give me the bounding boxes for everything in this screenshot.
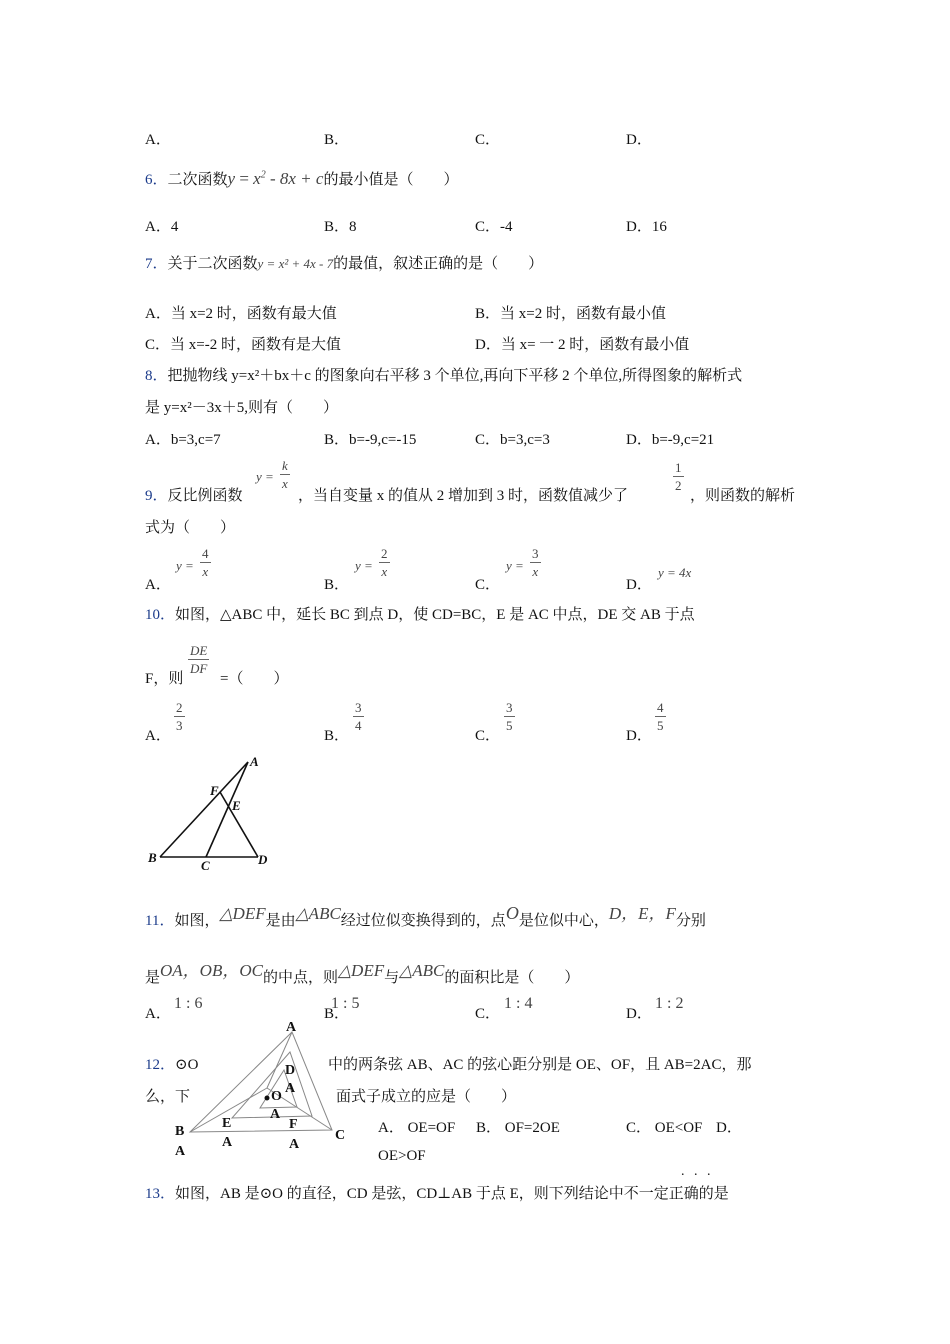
- q13-stem: 13．如图，AB 是⊙O 的直径，CD 是弦，CD⊥AB 于点 E，则下列结论中不一定正确的是: [145, 1186, 729, 1202]
- q13-number: 13．: [145, 1186, 176, 1202]
- q11-option-a-value: 1 : 6: [174, 995, 203, 1012]
- q9-stem-line2: 式为（ ）: [145, 520, 236, 536]
- q9-option-b-y: y =: [355, 558, 373, 573]
- q12-stem-l2-post: 面式子成立的应是（ ）: [336, 1089, 517, 1105]
- q6-equation: $y = x^2 - 8x + c$: [227, 169, 324, 188]
- q8-stem-line2: 是 y=x²－3x＋5,则有（ ）: [145, 400, 338, 416]
- q9-option-c: C．: [475, 577, 501, 593]
- q9-option-d-eq: y = 4x: [658, 565, 692, 580]
- q11-stem-line1: 11．如图，△DEF是由△ABC经过位似变换得到的，点O是位似中心，D，E，F分别: [145, 903, 706, 929]
- q8-option-c: C．b=3,c=3: [475, 432, 550, 448]
- q10-label-a: A: [250, 754, 259, 769]
- q11-option-a: A．: [145, 1006, 171, 1022]
- q9-option-d: D．: [626, 577, 652, 593]
- q11-center-o: O: [505, 903, 519, 923]
- q7-option-d: D．当 x= 一 2 时，函数有最小值: [475, 337, 690, 353]
- q12-label-a-f: A: [289, 1137, 300, 1152]
- q10-label-e: E: [232, 798, 241, 813]
- q10-triangle-figure: [140, 750, 280, 875]
- q12-label-a-mid: A: [285, 1081, 296, 1096]
- q12-stem-pre: 12．⊙O: [145, 1057, 199, 1073]
- q9-eq-fraction: k x: [282, 458, 288, 491]
- q5-option-c: C．: [475, 132, 501, 148]
- q11-stem-line2: 是OA，OB，OC的中点，则△DEF与△ABC的面积比是（ ）: [145, 961, 580, 986]
- q11-option-d-value: 1 : 2: [655, 995, 684, 1012]
- q12-stem-line1: 中的两条弦 AB、AC 的弦心距分别是 OE、OF，且 AB=2AC，那: [328, 1057, 752, 1073]
- q10-option-b: B．: [324, 728, 350, 744]
- q10-ratio-fraction: DE DF: [190, 643, 208, 676]
- q5-option-d: D．: [626, 132, 652, 148]
- q11-option-c-value: 1 : 4: [504, 995, 533, 1012]
- q12-option-d: D．: [716, 1120, 742, 1136]
- q13-emphasis-dots: . . .: [681, 1164, 714, 1179]
- q12-triangle-figure: [172, 1018, 352, 1160]
- q5-option-a: A．: [145, 132, 171, 148]
- q11-points: D，E，F: [608, 904, 676, 923]
- q6-stem: 6．二次函数$y = x^2 - 8x + c$的最小值是（ ）: [145, 169, 459, 188]
- q10-option-a: A．: [145, 728, 171, 744]
- q10-stem-post: =（ ）: [220, 671, 289, 687]
- q11-option-d: D．: [626, 1006, 652, 1022]
- q7-option-a: A．当 x=2 时，函数有最大值: [145, 306, 337, 322]
- q9-option-b-fraction: 2 x: [381, 546, 388, 579]
- q12-option-b: B． OF=2OE: [476, 1120, 560, 1136]
- q11-triangle-def: △DEF: [219, 904, 266, 923]
- q12-label-d: D: [285, 1063, 296, 1078]
- q9-option-c-y: y =: [506, 558, 524, 573]
- q10-number: 10．: [145, 607, 176, 623]
- q11-option-c: C．: [475, 1006, 501, 1022]
- q12-option-c: C． OE<OF: [626, 1120, 703, 1136]
- q12-label-e: E: [222, 1116, 232, 1131]
- q11-option-b: B．: [324, 1006, 350, 1022]
- q12-label-c: C: [335, 1128, 346, 1143]
- q6-option-b: B．8: [324, 219, 357, 235]
- q7-number: 7．: [145, 256, 168, 272]
- q6-option-d: D．16: [626, 219, 667, 235]
- q8-number: 8．: [145, 368, 168, 384]
- q10-option-c-fraction: 3 5: [506, 700, 513, 733]
- q8-option-d: D．b=-9,c=21: [626, 432, 715, 448]
- q12-label-a-inner: A: [270, 1107, 281, 1122]
- q9-option-c-fraction: 3 x: [532, 546, 539, 579]
- q6-option-c: C．-4: [475, 219, 513, 235]
- q5-option-b: B．: [324, 132, 350, 148]
- q9-option-a: A．: [145, 577, 171, 593]
- q10-label-d: D: [258, 852, 268, 867]
- q12-label-a-e: A: [222, 1135, 233, 1150]
- q11-segments: OA，OB，OC: [160, 961, 263, 980]
- q12-label-o: O: [271, 1089, 282, 1104]
- q10-label-f: F: [210, 783, 219, 798]
- q7-option-b: B．当 x=2 时，函数有最小值: [475, 306, 666, 322]
- q10-option-b-fraction: 3 4: [355, 700, 362, 733]
- q12-label-b: B: [175, 1124, 185, 1139]
- q7-stem: 7．关于二次函数y = x² + 4x - 7的最值，叙述正确的是（ ）: [145, 256, 544, 272]
- q6-option-a: A．4: [145, 219, 179, 235]
- q7-equation: y = x² + 4x - 7: [257, 256, 334, 271]
- q12-stem-l2-pre: 么，下: [145, 1089, 191, 1105]
- q11-option-b-value: 1 : 5: [331, 995, 360, 1012]
- q12-label-a-b: A: [175, 1144, 186, 1159]
- q10-option-c: C．: [475, 728, 501, 744]
- q9-eq-y: y =: [256, 469, 274, 484]
- q11-triangle-abc: △ABC: [295, 904, 341, 923]
- q10-stem-pre: F，则: [145, 671, 184, 687]
- q12-number: 12．: [145, 1057, 176, 1073]
- q9-stem: 9．反比例函数: [145, 488, 243, 504]
- q10-option-a-fraction: 2 3: [176, 700, 183, 733]
- q9-option-b: B．: [324, 577, 350, 593]
- q11-number: 11．: [145, 913, 175, 929]
- q10-option-d: D．: [626, 728, 652, 744]
- q9-half-fraction: 1 2: [675, 460, 682, 493]
- q9-stem-mid: ，当自变量 x 的值从 2 增加到 3 时，函数值减少了: [298, 488, 629, 504]
- q10-label-c: C: [201, 858, 210, 873]
- q12-option-d-value: OE>OF: [378, 1148, 426, 1164]
- q9-number: 9．: [145, 488, 168, 504]
- q10-option-d-fraction: 4 5: [657, 700, 664, 733]
- q8-option-a: A．b=3,c=7: [145, 432, 221, 448]
- q7-option-c: C．当 x=-2 时，函数有是大值: [145, 337, 341, 353]
- q9-option-a-fraction: 4 x: [202, 546, 209, 579]
- q9-option-a-y: y =: [176, 558, 194, 573]
- q12-option-a: A． OE=OF: [378, 1120, 456, 1136]
- q12-label-f: F: [289, 1117, 298, 1132]
- q12-label-a-top: A: [286, 1020, 297, 1035]
- q9-stem-post: ，则函数的解析: [690, 488, 796, 504]
- q6-number: 6．: [145, 172, 168, 188]
- q8-stem-line1: 8．把抛物线 y=x²＋bx＋c 的图象向右平移 3 个单位,再向下平移 2 个单位,所得图象的解析式: [145, 368, 743, 384]
- q10-stem-line1: 10．如图，△ABC 中，延长 BC 到点 D，使 CD=BC，E 是 AC 中点，DE 交 AB 于点: [145, 607, 695, 623]
- q10-label-b: B: [148, 850, 157, 865]
- q8-option-b: B．b=-9,c=-15: [324, 432, 417, 448]
